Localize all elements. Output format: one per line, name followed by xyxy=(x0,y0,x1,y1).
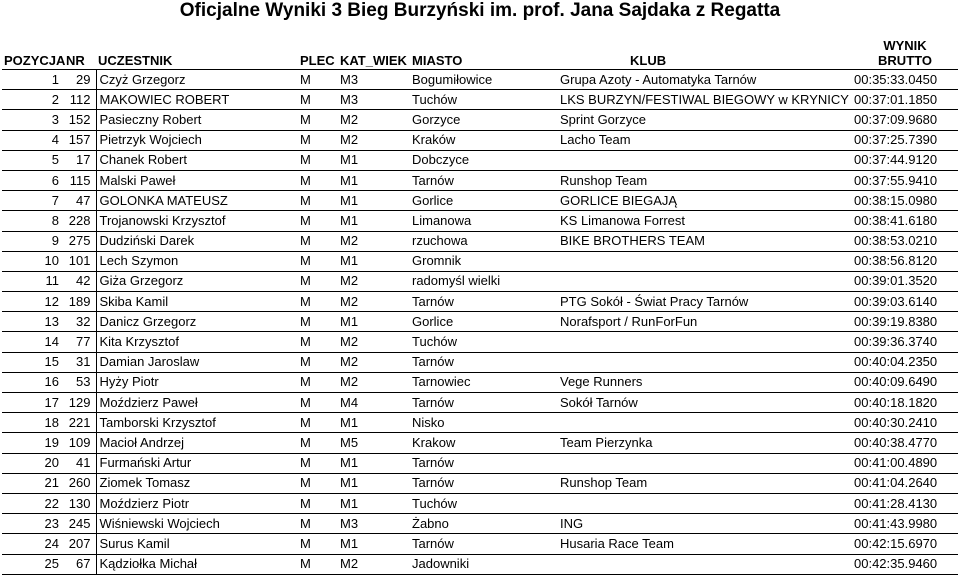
cell-gender: M xyxy=(298,292,338,312)
cell-result: 00:40:38.4770 xyxy=(852,433,958,453)
cell-participant: MAKOWIEC ROBERT xyxy=(96,90,298,110)
cell-age-category: M2 xyxy=(338,352,410,372)
cell-position: 18 xyxy=(2,413,64,433)
cell-position: 6 xyxy=(2,170,64,190)
cell-club: Sokół Tarnów xyxy=(558,393,852,413)
cell-gender: M xyxy=(298,433,338,453)
cell-number: 260 xyxy=(64,473,96,493)
cell-number: 32 xyxy=(64,312,96,332)
cell-position: 3 xyxy=(2,110,64,130)
cell-city: radomyśl wielki xyxy=(410,271,558,291)
cell-number: 245 xyxy=(64,514,96,534)
cell-participant: Czyż Grzegorz xyxy=(96,70,298,90)
cell-city: Żabno xyxy=(410,514,558,534)
cell-number: 77 xyxy=(64,332,96,352)
cell-club: ING xyxy=(558,514,852,534)
cell-participant: Kądziołka Michał xyxy=(96,554,298,574)
col-header-klub: KLUB xyxy=(558,36,852,70)
cell-result: 00:37:25.7390 xyxy=(852,130,958,150)
col-header-wynik xyxy=(852,36,958,70)
cell-city: Tarnów xyxy=(410,292,558,312)
table-row xyxy=(2,292,958,312)
col-header-pozycja: POZYCJA xyxy=(2,36,64,70)
cell-position: 20 xyxy=(2,453,64,473)
col-header-uczestnik: UCZESTNIK xyxy=(96,36,298,70)
cell-club: Grupa Azoty - Automatyka Tarnów xyxy=(558,70,852,90)
cell-number: 31 xyxy=(64,352,96,372)
cell-city: Tarnów xyxy=(410,352,558,372)
cell-number: 228 xyxy=(64,211,96,231)
cell-club: Husaria Race Team xyxy=(558,534,852,554)
cell-number: 157 xyxy=(64,130,96,150)
table-row xyxy=(2,413,958,433)
cell-age-category: M1 xyxy=(338,534,410,554)
cell-position: 16 xyxy=(2,372,64,392)
cell-gender: M xyxy=(298,534,338,554)
cell-participant: Skiba Kamil xyxy=(96,292,298,312)
cell-city: Dobczyce xyxy=(410,150,558,170)
cell-number: 67 xyxy=(64,554,96,574)
cell-age-category: M2 xyxy=(338,110,410,130)
col-header-wynik-line2: BRUTTO xyxy=(878,53,932,68)
page-title: Oficjalne Wyniki 3 Bieg Burzyński im. prof. Jana Sajdaka z Regatta xyxy=(179,0,781,21)
cell-city: Tarnów xyxy=(410,453,558,473)
cell-participant: GOLONKA MATEUSZ xyxy=(96,191,298,211)
cell-participant: Lech Szymon xyxy=(96,251,298,271)
cell-club xyxy=(558,251,852,271)
cell-age-category: M2 xyxy=(338,271,410,291)
cell-city: Jadowniki xyxy=(410,554,558,574)
cell-participant: Ziomek Tomasz xyxy=(96,473,298,493)
cell-city: Limanowa xyxy=(410,211,558,231)
cell-age-category: M1 xyxy=(338,493,410,513)
cell-participant: Malski Paweł xyxy=(96,170,298,190)
cell-participant: Danicz Grzegorz xyxy=(96,312,298,332)
cell-number: 115 xyxy=(64,170,96,190)
col-header-wynik-line1: WYNIK xyxy=(883,38,927,53)
table-row xyxy=(2,130,958,150)
cell-position: 19 xyxy=(2,433,64,453)
cell-result: 00:37:09.9680 xyxy=(852,110,958,130)
cell-number: 42 xyxy=(64,271,96,291)
cell-position: 2 xyxy=(2,90,64,110)
table-row xyxy=(2,90,958,110)
cell-position: 13 xyxy=(2,312,64,332)
cell-age-category: M2 xyxy=(338,292,410,312)
cell-participant: Wiśniewski Wojciech xyxy=(96,514,298,534)
cell-age-category: M4 xyxy=(338,393,410,413)
cell-club: BIKE BROTHERS TEAM xyxy=(558,231,852,251)
cell-result: 00:39:19.8380 xyxy=(852,312,958,332)
cell-club xyxy=(558,352,852,372)
cell-age-category: M2 xyxy=(338,130,410,150)
table-row xyxy=(2,70,958,90)
cell-result: 00:42:35.9460 xyxy=(852,554,958,574)
cell-result: 00:39:03.6140 xyxy=(852,292,958,312)
cell-participant: Tamborski Krzysztof xyxy=(96,413,298,433)
cell-city: Kraków xyxy=(410,130,558,150)
cell-city: rzuchowa xyxy=(410,231,558,251)
col-header-plec: PLEC xyxy=(298,36,338,70)
table-row xyxy=(2,554,958,574)
cell-gender: M xyxy=(298,332,338,352)
cell-result: 00:35:33.0450 xyxy=(852,70,958,90)
cell-gender: M xyxy=(298,90,338,110)
cell-club: Team Pierzynka xyxy=(558,433,852,453)
cell-participant: Pietrzyk Wojciech xyxy=(96,130,298,150)
cell-result: 00:38:56.8120 xyxy=(852,251,958,271)
cell-age-category: M1 xyxy=(338,473,410,493)
cell-number: 221 xyxy=(64,413,96,433)
cell-age-category: M3 xyxy=(338,514,410,534)
cell-city: Tarnów xyxy=(410,473,558,493)
cell-result: 00:40:09.6490 xyxy=(852,372,958,392)
cell-participant: Surus Kamil xyxy=(96,534,298,554)
cell-club: KS Limanowa Forrest xyxy=(558,211,852,231)
cell-number: 112 xyxy=(64,90,96,110)
cell-position: 5 xyxy=(2,150,64,170)
cell-age-category: M1 xyxy=(338,150,410,170)
table-row xyxy=(2,433,958,453)
cell-club: Runshop Team xyxy=(558,473,852,493)
cell-city: Tuchów xyxy=(410,90,558,110)
cell-club xyxy=(558,150,852,170)
cell-gender: M xyxy=(298,170,338,190)
cell-result: 00:38:53.0210 xyxy=(852,231,958,251)
cell-city: Nisko xyxy=(410,413,558,433)
cell-gender: M xyxy=(298,493,338,513)
cell-age-category: M1 xyxy=(338,191,410,211)
table-row xyxy=(2,271,958,291)
cell-age-category: M5 xyxy=(338,433,410,453)
cell-result: 00:41:04.2640 xyxy=(852,473,958,493)
cell-number: 152 xyxy=(64,110,96,130)
cell-gender: M xyxy=(298,191,338,211)
cell-position: 14 xyxy=(2,332,64,352)
cell-position: 17 xyxy=(2,393,64,413)
table-row xyxy=(2,453,958,473)
table-row xyxy=(2,251,958,271)
cell-result: 00:41:43.9980 xyxy=(852,514,958,534)
cell-number: 130 xyxy=(64,493,96,513)
cell-result: 00:40:30.2410 xyxy=(852,413,958,433)
table-row xyxy=(2,514,958,534)
cell-result: 00:38:41.6180 xyxy=(852,211,958,231)
cell-gender: M xyxy=(298,352,338,372)
cell-participant: Macioł Andrzej xyxy=(96,433,298,453)
cell-gender: M xyxy=(298,312,338,332)
table-row xyxy=(2,150,958,170)
cell-result: 00:41:28.4130 xyxy=(852,493,958,513)
cell-age-category: M1 xyxy=(338,413,410,433)
cell-position: 12 xyxy=(2,292,64,312)
cell-number: 275 xyxy=(64,231,96,251)
results-table xyxy=(2,36,958,575)
cell-city: Tarnowiec xyxy=(410,372,558,392)
cell-club: Sprint Gorzyce xyxy=(558,110,852,130)
table-header-row xyxy=(2,36,958,70)
cell-club xyxy=(558,453,852,473)
cell-number: 109 xyxy=(64,433,96,453)
cell-result: 00:37:55.9410 xyxy=(852,170,958,190)
cell-participant: Chanek Robert xyxy=(96,150,298,170)
cell-club xyxy=(558,271,852,291)
table-row xyxy=(2,352,958,372)
cell-participant: Damian Jaroslaw xyxy=(96,352,298,372)
cell-gender: M xyxy=(298,372,338,392)
cell-gender: M xyxy=(298,130,338,150)
cell-position: 9 xyxy=(2,231,64,251)
cell-gender: M xyxy=(298,110,338,130)
cell-city: Gromnik xyxy=(410,251,558,271)
cell-age-category: M1 xyxy=(338,453,410,473)
cell-participant: Hyży Piotr xyxy=(96,372,298,392)
cell-number: 47 xyxy=(64,191,96,211)
cell-gender: M xyxy=(298,413,338,433)
cell-participant: Moździerz Paweł xyxy=(96,393,298,413)
cell-number: 189 xyxy=(64,292,96,312)
cell-club xyxy=(558,413,852,433)
cell-position: 15 xyxy=(2,352,64,372)
cell-club: Lacho Team xyxy=(558,130,852,150)
cell-position: 8 xyxy=(2,211,64,231)
cell-age-category: M2 xyxy=(338,231,410,251)
cell-age-category: M1 xyxy=(338,251,410,271)
cell-number: 29 xyxy=(64,70,96,90)
cell-position: 21 xyxy=(2,473,64,493)
table-row xyxy=(2,231,958,251)
cell-gender: M xyxy=(298,251,338,271)
cell-gender: M xyxy=(298,473,338,493)
cell-participant: Kita Krzysztof xyxy=(96,332,298,352)
cell-result: 00:39:36.3740 xyxy=(852,332,958,352)
cell-position: 25 xyxy=(2,554,64,574)
cell-age-category: M1 xyxy=(338,211,410,231)
cell-gender: M xyxy=(298,393,338,413)
table-row xyxy=(2,473,958,493)
cell-position: 11 xyxy=(2,271,64,291)
table-row xyxy=(2,493,958,513)
cell-city: Tuchów xyxy=(410,493,558,513)
cell-age-category: M1 xyxy=(338,312,410,332)
cell-club xyxy=(558,332,852,352)
cell-number: 101 xyxy=(64,251,96,271)
cell-age-category: M2 xyxy=(338,332,410,352)
cell-club: Norafsport / RunForFun xyxy=(558,312,852,332)
cell-city: Gorzyce xyxy=(410,110,558,130)
cell-city: Tarnów xyxy=(410,170,558,190)
cell-club: Runshop Team xyxy=(558,170,852,190)
cell-gender: M xyxy=(298,453,338,473)
cell-position: 23 xyxy=(2,514,64,534)
cell-result: 00:41:00.4890 xyxy=(852,453,958,473)
cell-result: 00:39:01.3520 xyxy=(852,271,958,291)
cell-city: Gorlice xyxy=(410,312,558,332)
cell-result: 00:40:18.1820 xyxy=(852,393,958,413)
table-row xyxy=(2,372,958,392)
cell-participant: Moździerz Piotr xyxy=(96,493,298,513)
cell-gender: M xyxy=(298,70,338,90)
cell-gender: M xyxy=(298,271,338,291)
cell-participant: Furmański Artur xyxy=(96,453,298,473)
table-row xyxy=(2,534,958,554)
cell-participant: Dudziński Darek xyxy=(96,231,298,251)
cell-city: Krakow xyxy=(410,433,558,453)
cell-participant: Trojanowski Krzysztof xyxy=(96,211,298,231)
table-row xyxy=(2,312,958,332)
cell-number: 207 xyxy=(64,534,96,554)
table-row xyxy=(2,332,958,352)
cell-gender: M xyxy=(298,514,338,534)
table-row xyxy=(2,110,958,130)
cell-result: 00:40:04.2350 xyxy=(852,352,958,372)
cell-position: 4 xyxy=(2,130,64,150)
cell-club: LKS BURZYN/FESTIWAL BIEGOWY w KRYNICY xyxy=(558,90,852,110)
cell-gender: M xyxy=(298,211,338,231)
cell-result: 00:38:15.0980 xyxy=(852,191,958,211)
cell-participant: Giża Grzegorz xyxy=(96,271,298,291)
cell-position: 1 xyxy=(2,70,64,90)
cell-number: 17 xyxy=(64,150,96,170)
cell-club xyxy=(558,493,852,513)
cell-result: 00:37:01.1850 xyxy=(852,90,958,110)
cell-city: Bogumiłowice xyxy=(410,70,558,90)
cell-age-category: M1 xyxy=(338,170,410,190)
cell-city: Gorlice xyxy=(410,191,558,211)
cell-club: Vege Runners xyxy=(558,372,852,392)
cell-gender: M xyxy=(298,150,338,170)
cell-city: Tarnów xyxy=(410,534,558,554)
cell-club xyxy=(558,554,852,574)
cell-gender: M xyxy=(298,554,338,574)
cell-age-category: M2 xyxy=(338,554,410,574)
cell-city: Tuchów xyxy=(410,332,558,352)
cell-club: PTG Sokół - Świat Pracy Tarnów xyxy=(558,292,852,312)
cell-position: 24 xyxy=(2,534,64,554)
cell-participant: Pasieczny Robert xyxy=(96,110,298,130)
table-row xyxy=(2,191,958,211)
table-row xyxy=(2,393,958,413)
table-row xyxy=(2,170,958,190)
cell-number: 41 xyxy=(64,453,96,473)
cell-position: 22 xyxy=(2,493,64,513)
cell-club: GORLICE BIEGAJĄ xyxy=(558,191,852,211)
cell-result: 00:37:44.9120 xyxy=(852,150,958,170)
cell-age-category: M3 xyxy=(338,90,410,110)
cell-gender: M xyxy=(298,231,338,251)
col-header-nr: NR xyxy=(64,36,96,70)
col-header-miasto: MIASTO xyxy=(410,36,558,70)
cell-city: Tarnów xyxy=(410,393,558,413)
col-header-kat-wiek: KAT_WIEK xyxy=(338,36,410,70)
cell-age-category: M3 xyxy=(338,70,410,90)
cell-position: 7 xyxy=(2,191,64,211)
cell-age-category: M2 xyxy=(338,372,410,392)
cell-number: 129 xyxy=(64,393,96,413)
cell-position: 10 xyxy=(2,251,64,271)
cell-result: 00:42:15.6970 xyxy=(852,534,958,554)
cell-number: 53 xyxy=(64,372,96,392)
table-row xyxy=(2,211,958,231)
